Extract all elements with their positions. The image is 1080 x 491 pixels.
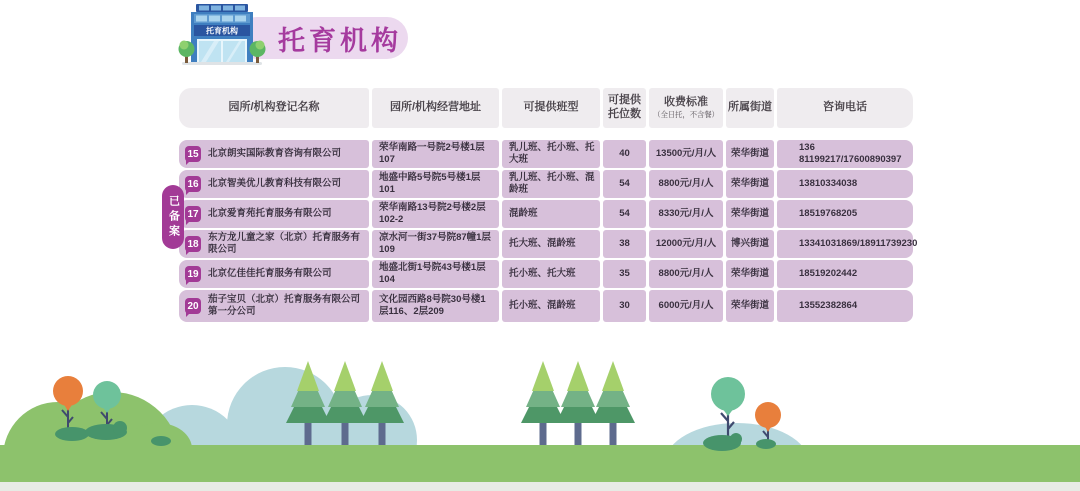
table-row (179, 140, 913, 168)
registered-status-pill (162, 185, 184, 249)
table-header-row (179, 88, 913, 128)
col-header-capacity-line1: 可提供 (608, 94, 641, 107)
col-header-fee (649, 88, 723, 128)
bush (55, 427, 89, 441)
table-row (179, 260, 913, 288)
cell-capacity: 38 (603, 230, 646, 258)
institution-name: 北京智美优儿教育科技有限公司 (208, 177, 342, 189)
cell-fee: 6000元/月/人 (649, 290, 723, 322)
page-title: 托育机构 (278, 25, 402, 56)
table-row (179, 170, 913, 198)
institution-name: 茄子宝贝（北京）托育服务有限公司第一分公司 (208, 293, 361, 317)
cell-fee: 8800元/月/人 (649, 260, 723, 288)
cell-street: 博兴街道 (726, 230, 774, 258)
pine-tree (556, 361, 600, 445)
cell-classes: 乳儿班、托小班、混龄班 (502, 170, 600, 198)
cell-fee: 13500元/月/人 (649, 140, 723, 168)
bush (113, 421, 127, 435)
cell-address: 地盛北街1号院43号楼1层104 (372, 260, 499, 288)
cell-classes: 混龄班 (502, 200, 600, 228)
cell-name (179, 230, 369, 258)
cell-classes: 托小班、托大班 (502, 260, 600, 288)
ground-edge (0, 482, 1080, 491)
cell-phone: 13810334038 (777, 170, 913, 198)
col-header-phone: 咨询电话 (777, 88, 913, 128)
cell-address: 地盛中路5号院5号楼1层101 (372, 170, 499, 198)
row-number-badge: 17 (185, 206, 201, 222)
pine-tree (591, 361, 635, 445)
cell-street: 荣华街道 (726, 290, 774, 322)
nursery-building-icon (176, 3, 268, 67)
institutions-table (179, 88, 918, 324)
cell-classes: 托大班、混龄班 (502, 230, 600, 258)
cell-fee: 12000元/月/人 (649, 230, 723, 258)
cell-capacity: 35 (603, 260, 646, 288)
registered-status-label: 已备案 (167, 194, 180, 240)
building-sign-text: 托育机构 (206, 26, 238, 36)
institution-name: 东方龙儿童之家（北京）托育服务有限公司 (208, 231, 361, 255)
col-header-fee-sub: （全日托，不含餐） (653, 110, 719, 120)
cell-address: 荣华南路一号院2号楼1层107 (372, 140, 499, 168)
pine-tree (521, 361, 565, 445)
row-number-badge: 18 (185, 236, 201, 252)
bush (730, 433, 742, 445)
table-row (179, 200, 913, 228)
bush (756, 439, 776, 449)
cell-phone: 18519768205 (777, 200, 913, 228)
cell-street: 荣华街道 (726, 260, 774, 288)
col-header-classes: 可提供班型 (502, 88, 600, 128)
col-header-capacity-line2: 托位数 (608, 108, 641, 120)
cell-name (179, 290, 369, 322)
landscape-illustration (0, 345, 1080, 491)
row-number-badge: 20 (185, 298, 201, 314)
row-number-badge: 15 (185, 146, 201, 162)
cell-capacity: 40 (603, 140, 646, 168)
cell-phone: 136 81199217/17600890397 (777, 140, 913, 168)
col-header-address: 园所/机构经营地址 (372, 88, 499, 128)
cell-capacity: 30 (603, 290, 646, 322)
cell-street: 荣华街道 (726, 170, 774, 198)
cell-capacity: 54 (603, 200, 646, 228)
col-header-name: 园所/机构登记名称 (179, 88, 369, 128)
institution-name: 北京爱育苑托育服务有限公司 (208, 207, 332, 219)
table-row (179, 290, 913, 322)
cell-capacity: 54 (603, 170, 646, 198)
cell-name (179, 260, 369, 288)
cell-name (179, 170, 369, 198)
col-header-capacity (603, 88, 646, 128)
cell-phone: 13552382864 (777, 290, 913, 322)
ground (0, 445, 1080, 482)
cell-phone: 13341031869/18911739230 (777, 230, 913, 258)
cell-address: 凉水河一街37号院87幢1层109 (372, 230, 499, 258)
institution-name: 北京亿佳佳托育服务有限公司 (208, 267, 332, 279)
col-header-fee-main: 收费标准 (664, 96, 708, 109)
cell-classes: 乳儿班、托小班、托大班 (502, 140, 600, 168)
cell-fee: 8800元/月/人 (649, 170, 723, 198)
table-row (179, 230, 918, 258)
cell-address: 荣华南路13号院2号楼2层102-2 (372, 200, 499, 228)
row-number-badge: 16 (185, 176, 201, 192)
cell-classes: 托小班、混龄班 (502, 290, 600, 322)
cell-name (179, 200, 369, 228)
cell-address: 文化园西路8号院30号楼1层116、2层209 (372, 290, 499, 322)
cell-street: 荣华街道 (726, 140, 774, 168)
institution-name: 北京朗实国际教育咨询有限公司 (208, 147, 342, 159)
cell-fee: 8330元/月/人 (649, 200, 723, 228)
bush (151, 436, 171, 446)
col-header-street: 所属街道 (726, 88, 774, 128)
cell-phone: 18519202442 (777, 260, 913, 288)
cell-name (179, 140, 369, 168)
row-number-badge: 19 (185, 266, 201, 282)
cell-street: 荣华街道 (726, 200, 774, 228)
